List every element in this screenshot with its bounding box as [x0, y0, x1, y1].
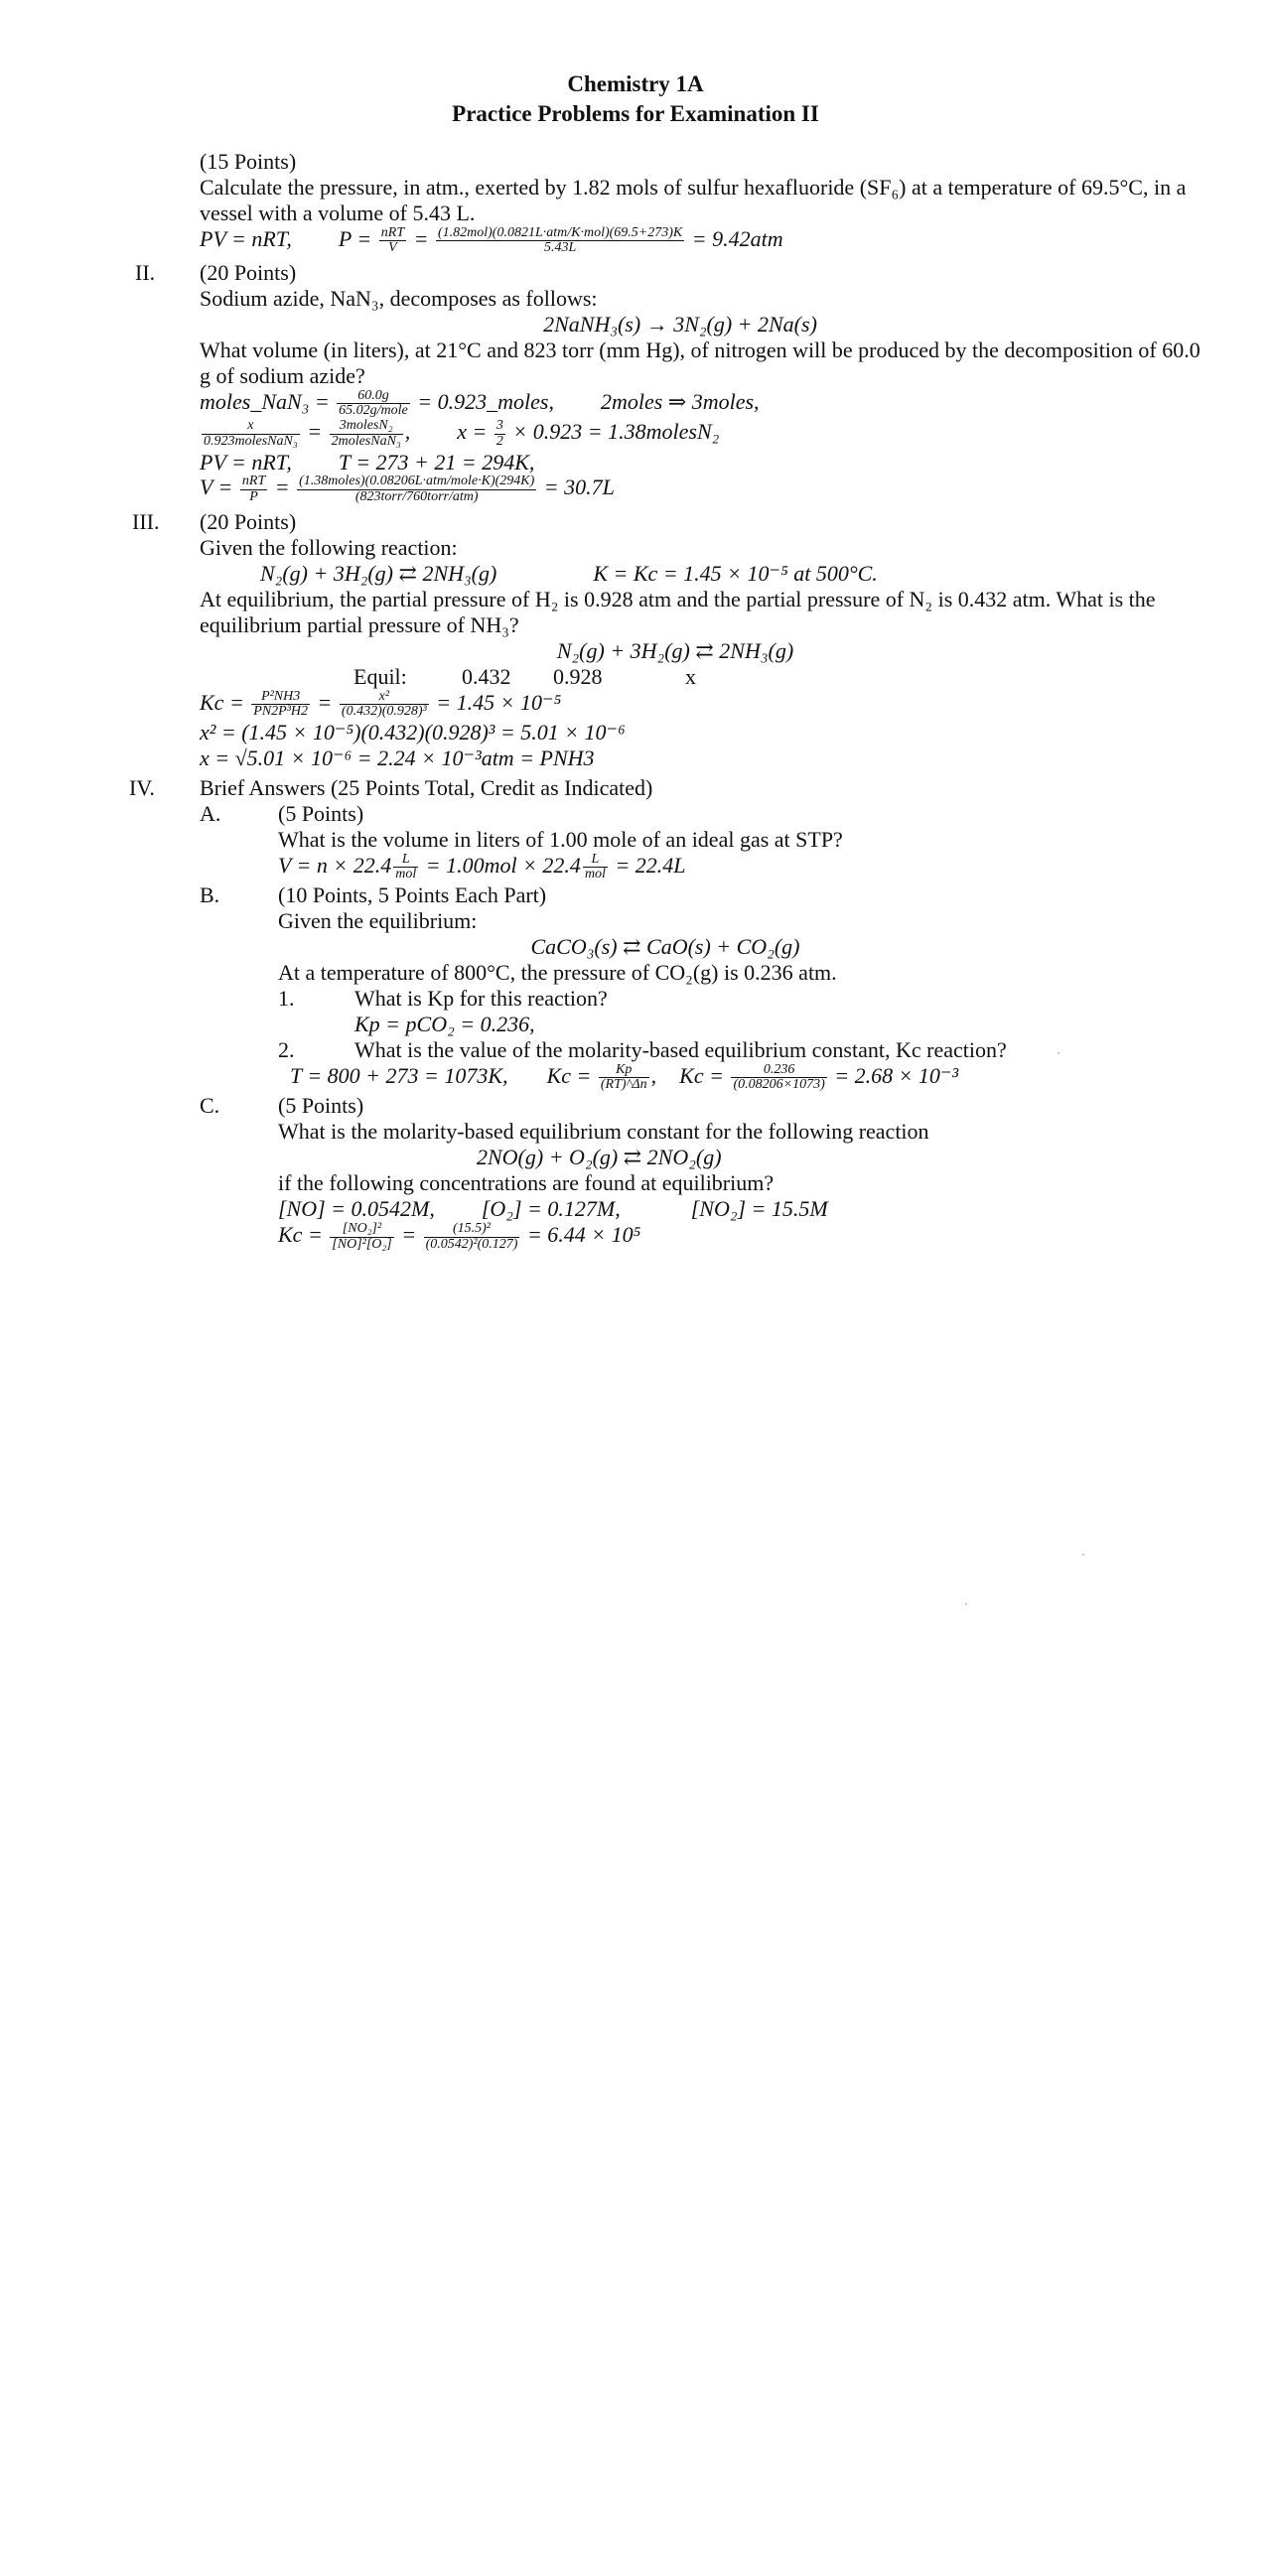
part-b-reaction: CaCO₃(s) ⇄ CaO(s) + CO₂(g)	[530, 934, 800, 959]
pb-q2-kc2-frac: $\frac{0.236}{(0.08206\times 1073)}$	[733, 1061, 825, 1093]
problem-3-intro: Given the following reaction:	[200, 534, 458, 560]
p1-result: = 9.42atm	[691, 225, 783, 251]
p3-kc-lhs: Kc =	[200, 689, 244, 715]
p2-s1-ratio: 2moles ⇒ 3moles,	[600, 389, 760, 415]
part-b-letter: B.	[200, 882, 220, 908]
p2-s2-frac1: $\frac{x}{\text{0.923molesNaN₃}}$	[204, 418, 298, 449]
part-b-q1-answer: Kp = pCO₂ = 0.236,	[354, 1011, 535, 1036]
problem-4-header	[0, 775, 1271, 801]
part-c-reaction: 2NO(g) + O₂(g) ⇄ 2NO₂(g)	[477, 1145, 722, 1170]
problem-1	[0, 149, 1271, 256]
problem-3-reaction-line	[0, 561, 1271, 587]
p2-step-2: $\frac{x}{\text{0.923molesNaN₃}}$ = $\frac{\text{3molesN₂}}{\text{2molesNaN₃}}$ , x = $\frac{3}{2}$ × 0.923 = 1.38molesN₂	[204, 418, 720, 449]
problem-2-points: (20 Points)	[200, 260, 297, 286]
scan-speck	[1082, 1554, 1084, 1556]
p2-s2-sol-lhs: x =	[457, 419, 488, 445]
part-a-equation	[0, 853, 1271, 882]
part-b-points: (10 Points, 5 Points Each Part)	[278, 882, 547, 908]
part-c-question: What is the molarity-based equilibrium constant for the following reaction	[278, 1119, 929, 1145]
pc-kc-frac1: $\frac{\text{[NO₂]²}}{\text{[NO]²[O₂]}}$	[332, 1220, 392, 1252]
p3-equil-row	[0, 664, 1271, 690]
pc-kc-lhs: Kc =	[278, 1222, 323, 1248]
p3-equil-label: Equil:	[353, 663, 407, 689]
problem-2-intro: Sodium azide, NaN₃, decomposes as follows:	[200, 285, 598, 311]
pb-q2-t: T = 800 + 273 = 1073K,	[290, 1063, 508, 1088]
part-c-header	[0, 1093, 1271, 1119]
problem-1-header	[0, 149, 1271, 175]
part-b-q2	[0, 1037, 1271, 1063]
p3-equil-n2: 0.432	[462, 663, 511, 689]
p3-equil-nh3: x	[685, 663, 696, 689]
pc-kc-result: = 6.44 × 10⁵	[526, 1222, 641, 1248]
problem-3	[0, 509, 1271, 771]
p2-s1-result: = 0.923_moles,	[417, 389, 554, 415]
problem-2	[0, 260, 1271, 505]
p1-eq-b-lhs: P =	[338, 225, 372, 251]
pc-conc-no2: [NO₂] = 15.5M	[690, 1195, 828, 1221]
pa-eq-lhs: V = n × 22.4	[278, 852, 392, 878]
part-a-question: What is the volume in liters of 1.00 mole of an ideal gas at STP?	[278, 826, 843, 852]
problem-4-heading: Brief Answers (25 Points Total, Credit as Indicated)	[200, 774, 653, 800]
p2-s4-lhs: V =	[200, 475, 233, 500]
p2-s2-sol-rest: × 0.923 = 1.38molesN₂	[512, 419, 720, 445]
part-b-q1-text: What is Kp for this reaction?	[354, 985, 608, 1011]
p1-frac-calc: $\frac{\text{(1.82mol)(0.0821L·atm/K·mol)(69.5+273)K}}{5.43L}$	[437, 224, 683, 256]
problem-2-header	[0, 260, 1271, 286]
part-c-kc-line: Kc = $\frac{\text{[NO₂]²}}{\text{[NO]²[O₂]}}$ = $\frac{\text{(15.5)²}}{\text{(0.0542)²(0.127)}}$ = 6.44 × 10⁵	[278, 1220, 641, 1252]
p3-reaction: N₂(g) + 3H₂(g) ⇄ 2NH₃(g)	[260, 560, 497, 586]
part-b-q2-text: What is the value of the molarity-based equilibrium constant, Kc reaction?	[354, 1036, 1007, 1062]
problem-3-numeral: III.	[132, 508, 160, 534]
p2-s3-b: T = 273 + 21 = 294K,	[338, 449, 535, 475]
pa-eq-result: = 22.4L	[615, 852, 686, 878]
part-b-q2-num: 2.	[278, 1036, 295, 1062]
problem-3-points: (20 Points)	[200, 508, 297, 534]
p2-s2-frac2: $\frac{\text{3molesN₂}}{\text{2molesNaN₃}}$	[331, 418, 401, 449]
problem-1-points: (15 Points)	[200, 148, 297, 174]
p3-reaction-2: N₂(g) + 3H₂(g) ⇄ 2NH₃(g)	[556, 637, 794, 663]
pb-q2-kc-frac: $\frac{Kp}{(RT)\^{}\Delta n}$	[600, 1061, 647, 1093]
problem-3-header	[0, 509, 1271, 535]
document-page	[0, 0, 1271, 1252]
pa-frac2: $\frac{L}{\text{mol}}$	[584, 851, 606, 882]
scan-speck	[965, 1603, 967, 1605]
document-subtitle: Practice Problems for Examination II	[452, 100, 819, 126]
pc-conc-o2: [O₂] = 0.127M,	[481, 1195, 621, 1221]
p3-kc-result: = 1.45 × 10⁻⁵	[436, 689, 562, 715]
p2-step-3	[0, 450, 1271, 475]
problem-1-question: Calculate the pressure, in atm., exerted by 1.82 mols of sulfur hexafluoride (SF₆) at a temperature of 69.5°C, in a vessel with a volume of 5.43 L.	[200, 174, 1187, 225]
part-c-letter: C.	[200, 1093, 220, 1119]
part-c-points: (5 Points)	[278, 1093, 364, 1119]
p3-kc-frac1: $\frac{\text{P²NH3}}{\text{PN2P³H2}}$	[253, 688, 309, 720]
p2-step-4: V = $\frac{\text{nRT}}{P}$ = $\frac{\text{(1.38moles)(0.08206L·atm/mole·K)(294K)}}{\text{(823torr/760torr/atm)}}$ = 30.7L	[200, 474, 615, 505]
p3-equil-h2: 0.928	[553, 663, 603, 689]
problem-4-numeral: IV.	[129, 774, 155, 800]
part-a-letter: A.	[200, 800, 221, 826]
part-c-concentrations	[0, 1196, 1271, 1222]
part-a-points: (5 Points)	[278, 800, 364, 826]
part-c-condition: if the following concentrations are found at equilibrium?	[278, 1170, 775, 1195]
pb-q2-kc2-lhs: Kc =	[679, 1063, 724, 1088]
part-b-condition: At a temperature of 800°C, the pressure of CO₂(g) is 0.236 atm.	[278, 959, 837, 985]
p3-kc-line: Kc = $\frac{\text{P²NH3}}{\text{PN2P³H2}}$ = $\frac{\text{x²}}{\text{(0.432)(0.928)³}}$ = 1.45 × 10⁻⁵	[200, 688, 562, 720]
part-b-q1-num: 1.	[278, 985, 295, 1011]
problem-1-equation: PV = nRT, P = $\frac{\text{nRT}}{V}$ = $\frac{\text{(1.82mol)(0.0821L·atm/K·mol)(69.5+273)K}}{5.43L}$ = 9.42atm	[200, 224, 783, 256]
p3-k-text: K = Kc = 1.45 × 10⁻⁵ at 500°C.	[593, 560, 878, 586]
p1-eq-a: PV = nRT,	[200, 225, 292, 251]
part-a-header	[0, 801, 1271, 827]
pc-kc-frac2: $\frac{\text{(15.5)²}}{\text{(0.0542)²(0.127)}}$	[425, 1220, 518, 1252]
p3-kc-frac2: $\frac{\text{x²}}{\text{(0.432)(0.928)³}}$	[341, 688, 427, 720]
p1-frac-nrt-v: $\frac{\text{nRT}}{V}$	[380, 224, 405, 256]
problem-4	[0, 775, 1271, 1252]
pc-conc-no: [NO] = 0.0542M,	[278, 1195, 435, 1221]
p3-x2-line: x² = (1.45 × 10⁻⁵)(0.432)(0.928)³ = 5.01 × 10⁻⁶	[200, 719, 626, 745]
pb-q2-result: = 2.68 × 10⁻³	[834, 1063, 959, 1088]
part-b-intro: Given the equilibrium:	[278, 908, 478, 934]
p3-x-line: x = √5.01 × 10⁻⁶ = 2.24 × 10⁻³atm = PNH3	[200, 745, 595, 770]
p2-s2-sol-frac: $\frac{3}{2}$	[495, 418, 503, 449]
p2-s3-a: PV = nRT,	[200, 449, 292, 475]
p2-s4-result: = 30.7L	[543, 475, 615, 500]
problem-2-numeral: II.	[135, 260, 156, 286]
scan-speck	[1058, 1052, 1059, 1054]
course-title: Chemistry 1A	[567, 71, 704, 96]
p2-s1-frac: $\frac{60.0g}{\text{65.02g/mole}}$	[339, 387, 408, 419]
problem-2-reaction: 2NaNH₃(s) → 3N₂(g) + 2Na(s)	[543, 311, 817, 337]
pb-q2-kc-lhs: Kc =	[546, 1063, 592, 1088]
problem-3-question: At equilibrium, the partial pressure of H₂ is 0.928 atm and the partial pressure of N₂ is 0.432 atm. What is the equilibrium partial pressure of NH₃?	[200, 586, 1156, 637]
part-b-header	[0, 882, 1271, 908]
problem-2-question: What volume (in liters), at 21°C and 823 torr (mm Hg), of nitrogen will be produced by the decomposition of 60.0 g of sodium azide?	[200, 337, 1200, 388]
pa-eq-mid: = 1.00mol × 22.4	[425, 852, 581, 878]
p2-s4-frac1: $\frac{\text{nRT}}{P}$	[241, 474, 266, 505]
part-b-q1	[0, 986, 1271, 1012]
p2-step-1	[0, 389, 1271, 419]
pa-frac1: $\frac{L}{\text{mol}}$	[395, 851, 417, 882]
p2-s4-frac2: $\frac{\text{(1.38moles)(0.08206L·atm/mole·K)(294K)}}{\text{(823torr/760torr/atm)}}$	[299, 474, 535, 505]
part-b-q2-answer: T = 800 + 273 = 1073K, Kc = $\frac{Kp}{(RT)\^{}\Delta n}$ , Kc = $\frac{0.236}{(0.08206\times 1073)}$ = 2.68 × 10⁻³	[290, 1061, 959, 1093]
p2-s1-lhs: moles_NaN₃ =	[200, 389, 330, 415]
